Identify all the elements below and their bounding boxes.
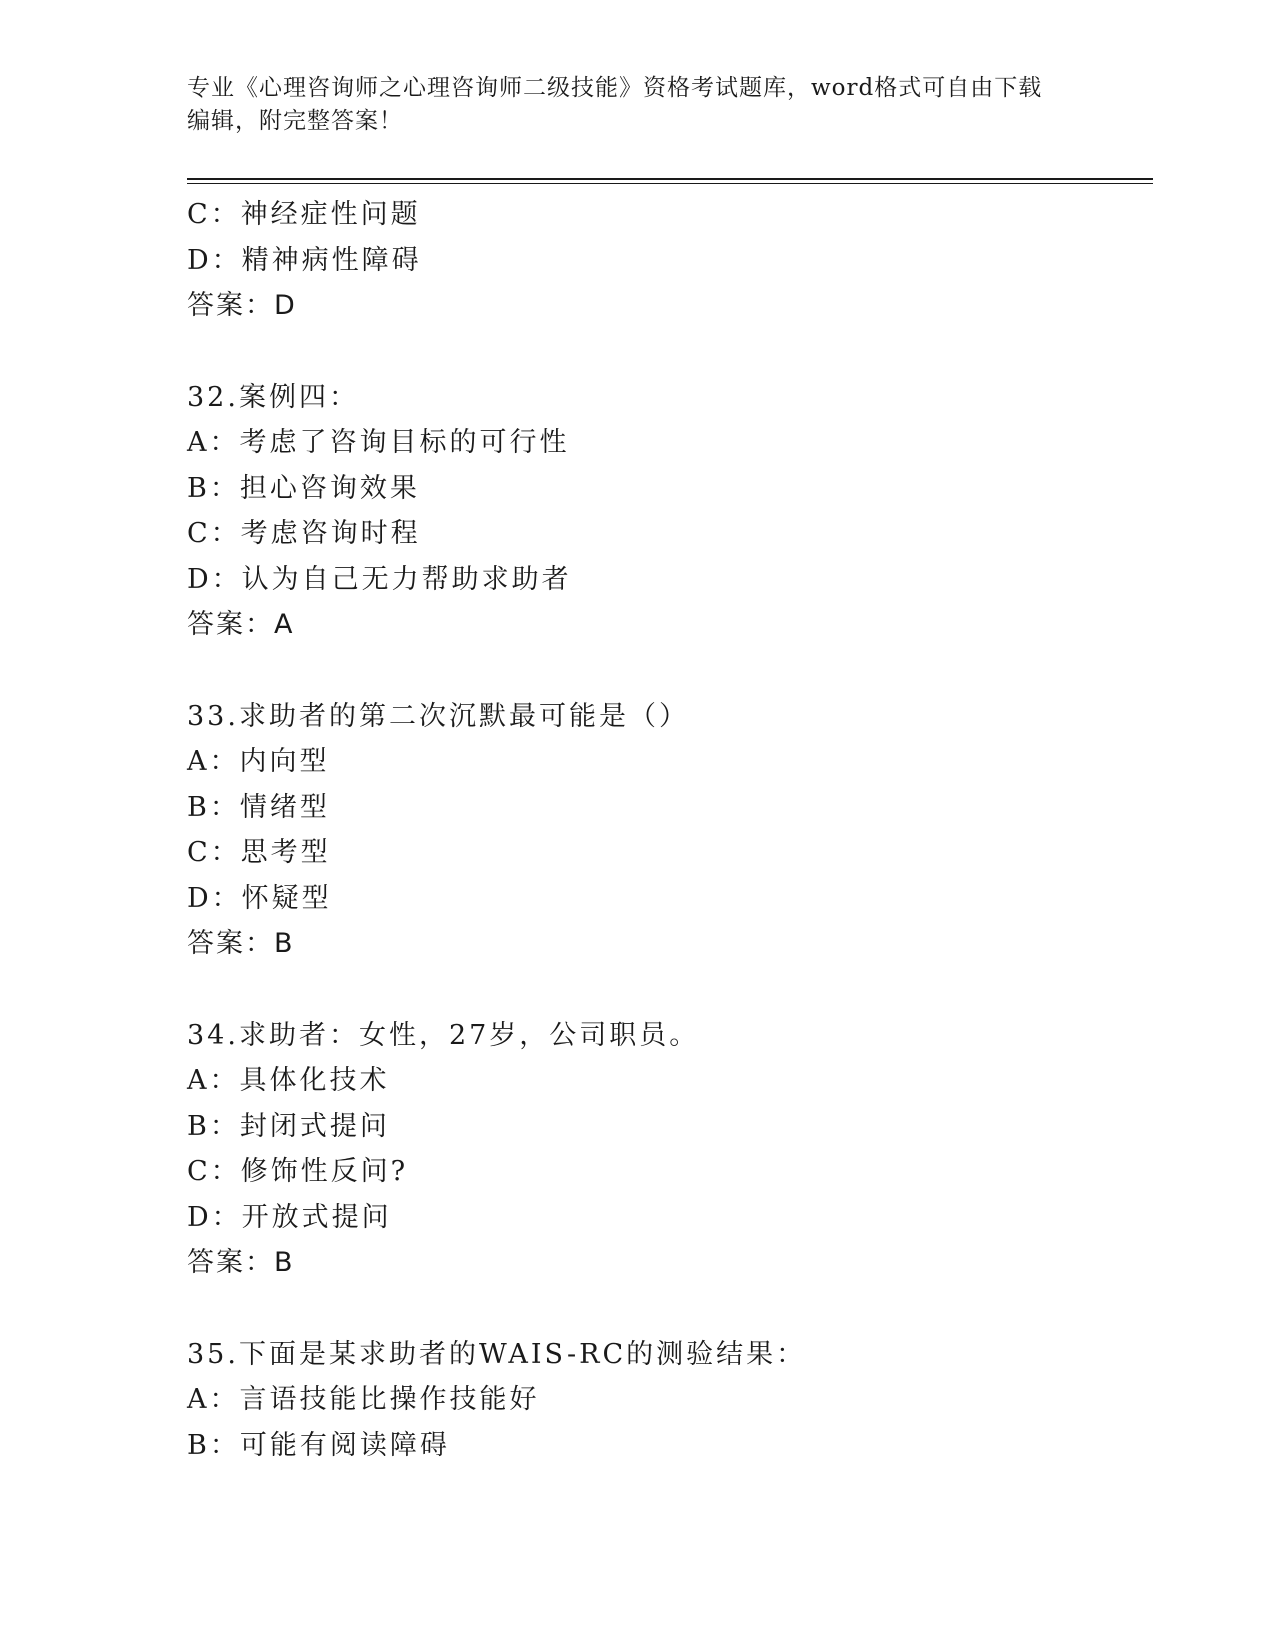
answer-line: 答案：D — [187, 290, 297, 321]
question-block-35 — [187, 1332, 1153, 1469]
option-d: D：精神病性障碍 — [187, 244, 422, 276]
option-d: D：认为自己无力帮助求助者 — [187, 563, 572, 595]
question-block-33 — [187, 694, 1153, 967]
option-a: A：考虑了咨询目标的可行性 — [187, 427, 570, 458]
option-a: A：具体化技术 — [187, 1065, 390, 1096]
header-divider-thin — [187, 183, 1153, 184]
spacer — [187, 967, 1153, 1013]
answer-line: 答案：A — [187, 609, 295, 640]
spacer — [187, 329, 1153, 375]
question-stem: 34.求助者：女性，27岁，公司职员。 — [187, 1019, 700, 1051]
option-b: B：可能有阅读障碍 — [187, 1429, 450, 1461]
header-line-1: 专业《心理咨询师之心理咨询师二级技能》资格考试题库，word格式可自由下载 — [187, 75, 1043, 101]
option-b: B：情绪型 — [187, 791, 330, 823]
spacer — [187, 648, 1153, 694]
option-c: C：思考型 — [187, 837, 331, 868]
option-a: A：言语技能比操作技能好 — [187, 1384, 540, 1415]
option-a: A：内向型 — [187, 746, 330, 777]
spacer — [187, 1286, 1153, 1332]
option-d: D：开放式提问 — [187, 1201, 392, 1233]
question-block-31 — [187, 192, 1153, 329]
header-line-2: 编辑，附完整答案！ — [187, 108, 403, 134]
option-d: D：怀疑型 — [187, 882, 332, 914]
document-header — [187, 72, 1087, 138]
option-b: B：封闭式提问 — [187, 1110, 390, 1142]
question-block-32 — [187, 375, 1153, 648]
option-c: C：考虑咨询时程 — [187, 518, 421, 549]
header-divider-thick — [187, 178, 1153, 180]
question-block-34 — [187, 1013, 1153, 1286]
answer-line: 答案：B — [187, 1247, 295, 1278]
option-c: C：神经症性问题 — [187, 199, 421, 230]
option-c: C：修饰性反问? — [187, 1156, 409, 1187]
question-stem: 33.求助者的第二次沉默最可能是（） — [187, 700, 689, 732]
answer-line: 答案：B — [187, 928, 295, 959]
question-stem: 32.案例四： — [187, 381, 359, 413]
option-b: B：担心咨询效果 — [187, 472, 420, 504]
question-list — [187, 192, 1153, 1468]
question-stem: 35.下面是某求助者的WAIS-RC的测验结果： — [187, 1338, 807, 1370]
